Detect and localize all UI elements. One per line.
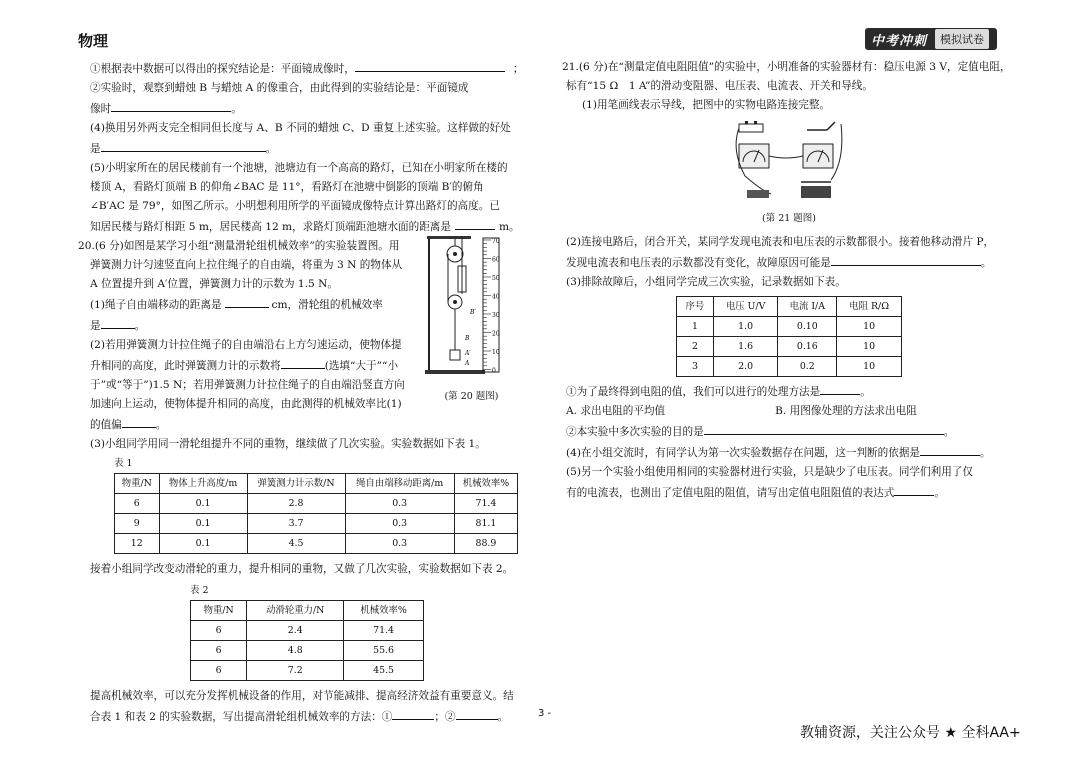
answer-blank xyxy=(392,706,434,720)
text-line: (2)若用弹簧测力计拉住绳子的自由端沿右上方匀速运动，使物体提 xyxy=(90,339,402,351)
text-line: 发现电流表和电压表的示数都没有变化，故障原因可能是 。 xyxy=(566,252,1016,273)
table-cell: 6 xyxy=(191,641,247,661)
scale-label: 0 xyxy=(492,367,496,375)
answer-blank xyxy=(355,58,505,72)
text-line: (2)连接电路后，闭合开关，某同学发现电流表和电压表的示数都很小。接着他移动滑片 P， xyxy=(566,236,995,248)
text-line: (5)另一个实验小组使用相同的实验器材进行实验，只是缺少了电压表。同学们利用了仅 xyxy=(566,466,973,478)
option-a: A. 求出电阻的平均值 xyxy=(566,405,666,417)
table-cell: 4.5 xyxy=(247,534,345,554)
table-header: 电压 U/V xyxy=(713,297,777,317)
table-row xyxy=(191,621,424,641)
figure-20-pulley xyxy=(425,232,518,402)
text-line: 楼顶 A，看路灯顶端 B 的仰角∠BAC 是 11°，看路灯在池塘中倒影的顶端 B′的俯角 xyxy=(90,181,484,193)
answer-blank xyxy=(894,482,934,496)
text-line: ②本实验中多次实验的目的是 。 xyxy=(566,421,1016,442)
text-line: (5)小明家所在的居民楼前有一个池塘，池塘边有一个高高的路灯，已知在小明家所在楼的 xyxy=(90,162,508,174)
table-1-label: 表 1 xyxy=(114,458,133,469)
text-line: ②实验时，观察到蜡烛 B 与蜡烛 A 的像重合，由此得到的实验结论是：平面镜成 xyxy=(90,82,469,94)
table-header: 动滑轮重力/N xyxy=(247,601,344,621)
table-cell: 10 xyxy=(837,357,902,377)
badge-main: 中考冲刺 xyxy=(871,33,928,49)
text-line: 的值偏 。 xyxy=(90,414,520,435)
table-cell: 1 xyxy=(677,317,714,337)
exam-badge xyxy=(865,28,997,50)
table-row xyxy=(191,641,424,661)
table-cell: 0.10 xyxy=(778,317,837,337)
table-cell: 10 xyxy=(837,337,902,357)
text-line: 标有“15 Ω 1 A”的滑动变阻器、电压表、电流表、开关和导线。 xyxy=(566,80,873,92)
svg-text:A: A xyxy=(465,360,470,367)
table-cell: 88.9 xyxy=(454,534,517,554)
svg-text:B′: B′ xyxy=(470,309,476,316)
table-cell: 2.0 xyxy=(713,357,777,377)
scale-label: 30 xyxy=(492,312,500,319)
table-3 xyxy=(676,296,902,377)
table-cell: 0.3 xyxy=(345,494,454,514)
table-row xyxy=(115,534,518,554)
table-cell: 3 xyxy=(677,357,714,377)
text-line: (4)换用另外两支完全相同但长度与 A、B 不同的蜡烛 C、D 重复上述实验。这样做的好处 xyxy=(90,122,511,134)
question-20-title: 20.(6 分)如图是某学习小组“测量滑轮组机械效率”的实验装置图。用 xyxy=(78,240,400,252)
table-cell: 7.2 xyxy=(247,661,344,681)
text-line: 加速向上运动，使物体提升相同的高度，由此测得的机械效率比(1) xyxy=(90,398,402,410)
table-row xyxy=(677,357,902,377)
scale-label: 70 xyxy=(492,238,500,245)
table-row xyxy=(115,494,518,514)
table-header: 电阻 R/Ω xyxy=(837,297,902,317)
table-header: 物体上升高度/m xyxy=(159,474,247,494)
answer-blank xyxy=(101,315,135,329)
text-line: 是 。 xyxy=(90,138,520,159)
table-cell: 6 xyxy=(115,494,160,514)
text-line: ∠B′AC 是 79°，如图乙所示。小明想利用所学的平面镜成像特点计算出路灯的高度。已 xyxy=(90,200,500,212)
answer-blank xyxy=(456,706,498,720)
scale-label: 60 xyxy=(492,256,500,264)
text-line: ①根据表中数据可以得出的探究结论是：平面镜成像时， ； xyxy=(90,58,520,79)
circuit-diagram xyxy=(731,120,847,206)
text-line: 弹簧测力计匀速竖直向上拉住绳子的自由端，将重为 3 N 的物体从 xyxy=(90,259,403,271)
answer-blank xyxy=(122,414,156,428)
table-cell: 71.4 xyxy=(454,494,517,514)
badge-sub: 模拟试卷 xyxy=(935,29,989,49)
table-row xyxy=(115,514,518,534)
table-cell: 81.1 xyxy=(454,514,517,534)
answer-blank xyxy=(225,294,269,308)
table-cell: 45.5 xyxy=(344,661,424,681)
table-cell: 12 xyxy=(115,534,160,554)
text-line: 知居民楼与路灯相距 5 m，居民楼高 12 m，求路灯顶端距池塘水面的距离是 m。 xyxy=(90,216,520,237)
scale-label: 10 xyxy=(492,349,500,356)
table-2 xyxy=(190,600,424,681)
text-line: (1)用笔画线表示导线，把图中的实物电路连接完整。 xyxy=(582,99,831,111)
table-cell: 2.4 xyxy=(247,621,344,641)
text-line: 接着小组同学改变动滑轮的重力，提升相同的重物，又做了几次实验，实验数据如下表 2。 xyxy=(90,563,514,575)
text-line: A 位置提升到 A′位置，弹簧测力计的示数为 1.5 N。 xyxy=(90,278,338,290)
question-21-title: 21.(6 分)在“测量定值电阻阻值”的实验中，小明准备的实验器材有：稳压电源 3 V，定值电阻， xyxy=(562,61,1011,73)
answer-blank xyxy=(831,252,981,266)
table-cell: 0.3 xyxy=(345,514,454,534)
page-number: 3 - xyxy=(538,708,552,719)
table-header: 电流 I/A xyxy=(778,297,837,317)
answer-blank xyxy=(281,355,325,369)
table-2-label: 表 2 xyxy=(190,585,209,596)
table-cell: 0.3 xyxy=(345,534,454,554)
table-1 xyxy=(114,473,518,554)
figure-20-caption: (第 20 题图) xyxy=(444,391,499,402)
table-cell: 1.6 xyxy=(713,337,777,357)
table-cell: 2 xyxy=(677,337,714,357)
table-cell: 6 xyxy=(191,621,247,641)
answer-blank xyxy=(820,381,860,395)
table-row xyxy=(191,661,424,681)
text-line: (1)绳子自由端移动的距离是 cm，滑轮组的机械效率 xyxy=(90,294,520,315)
pulley-diagram xyxy=(425,232,518,382)
table-cell: 4.8 xyxy=(247,641,344,661)
figure-21-caption: (第 21 题图) xyxy=(761,213,817,224)
answer-blank xyxy=(111,98,231,112)
subject-title: 物理 xyxy=(78,32,109,50)
table-header: 物重/N xyxy=(115,474,160,494)
table-cell: 6 xyxy=(191,661,247,681)
table-row xyxy=(677,337,902,357)
text-line: 合表 1 和表 2 的实验数据，写出提高滑轮组机械效率的方法：① ；② 。 xyxy=(90,706,520,727)
option-b: B. 用图像处理的方法求出电阻 xyxy=(775,405,917,417)
text-line: 提高机械效率，可以充分发挥机械设备的作用，对节能减排、提高经济效益有重要意义。结 xyxy=(90,690,514,702)
text-line: ①为了最终得到电阻的值，我们可以进行的处理方法是 。 xyxy=(566,381,1016,402)
text-line: 有的电流表，也测出了定值电阻的阻值，请写出定值电阻阻值的表达式 。 xyxy=(566,482,1016,503)
table-cell: 71.4 xyxy=(344,621,424,641)
table-cell: 0.16 xyxy=(778,337,837,357)
footer-ad: 教辅资源，关注公众号 ★ 全科AA+ xyxy=(800,725,1021,741)
text-line: (3)小组同学用同一滑轮组提升不同的重物，继续做了几次实验。实验数据如下表 1。 xyxy=(90,438,486,450)
table-header: 序号 xyxy=(677,297,714,317)
text-line: 升相同的高度，此时弹簧测力计的示数将 (选填“大于”“小 xyxy=(90,355,520,376)
table-cell: 10 xyxy=(837,317,902,337)
text-line: (4)在小组交流时，有同学认为第一次实验数据存在问题，这一判断的依据是 。 xyxy=(566,442,1016,463)
table-header: 物重/N xyxy=(191,601,247,621)
svg-text:A′: A′ xyxy=(465,350,471,357)
table-row xyxy=(677,317,902,337)
table-cell: 2.8 xyxy=(247,494,345,514)
svg-text:B: B xyxy=(465,335,470,342)
text-line: (3)排除故障后，小组同学完成三次实验，记录数据如下表。 xyxy=(566,276,846,288)
table-header: 绳自由端移动距离/m xyxy=(345,474,454,494)
table-cell: 3.7 xyxy=(247,514,345,534)
text-line: 于”或“等于”)1.5 N；若用弹簧测力计拉住绳子的自由端沿竖直方向 xyxy=(90,379,405,391)
table-header: 机械效率% xyxy=(454,474,517,494)
table-cell: 0.1 xyxy=(159,534,247,554)
table-cell: 0.1 xyxy=(159,514,247,534)
table-cell: 0.1 xyxy=(159,494,247,514)
table-cell: 0.2 xyxy=(778,357,837,377)
answer-blank xyxy=(101,138,266,152)
table-cell: 1.0 xyxy=(713,317,777,337)
figure-21-circuit xyxy=(731,120,847,224)
table-cell: 9 xyxy=(115,514,160,534)
text-line: 是 。 xyxy=(90,315,520,336)
scale-label: 50 xyxy=(492,275,500,282)
scale-label: 20 xyxy=(492,330,500,338)
table-header: 机械效率% xyxy=(344,601,424,621)
answer-blank xyxy=(920,442,980,456)
scale-label: 40 xyxy=(492,293,500,301)
table-header: 弹簧测力计示数/N xyxy=(247,474,345,494)
options-line xyxy=(566,402,1016,421)
answer-blank xyxy=(455,216,495,230)
answer-blank xyxy=(704,421,944,435)
text-line: 像时 。 xyxy=(90,98,520,119)
table-cell: 55.6 xyxy=(344,641,424,661)
